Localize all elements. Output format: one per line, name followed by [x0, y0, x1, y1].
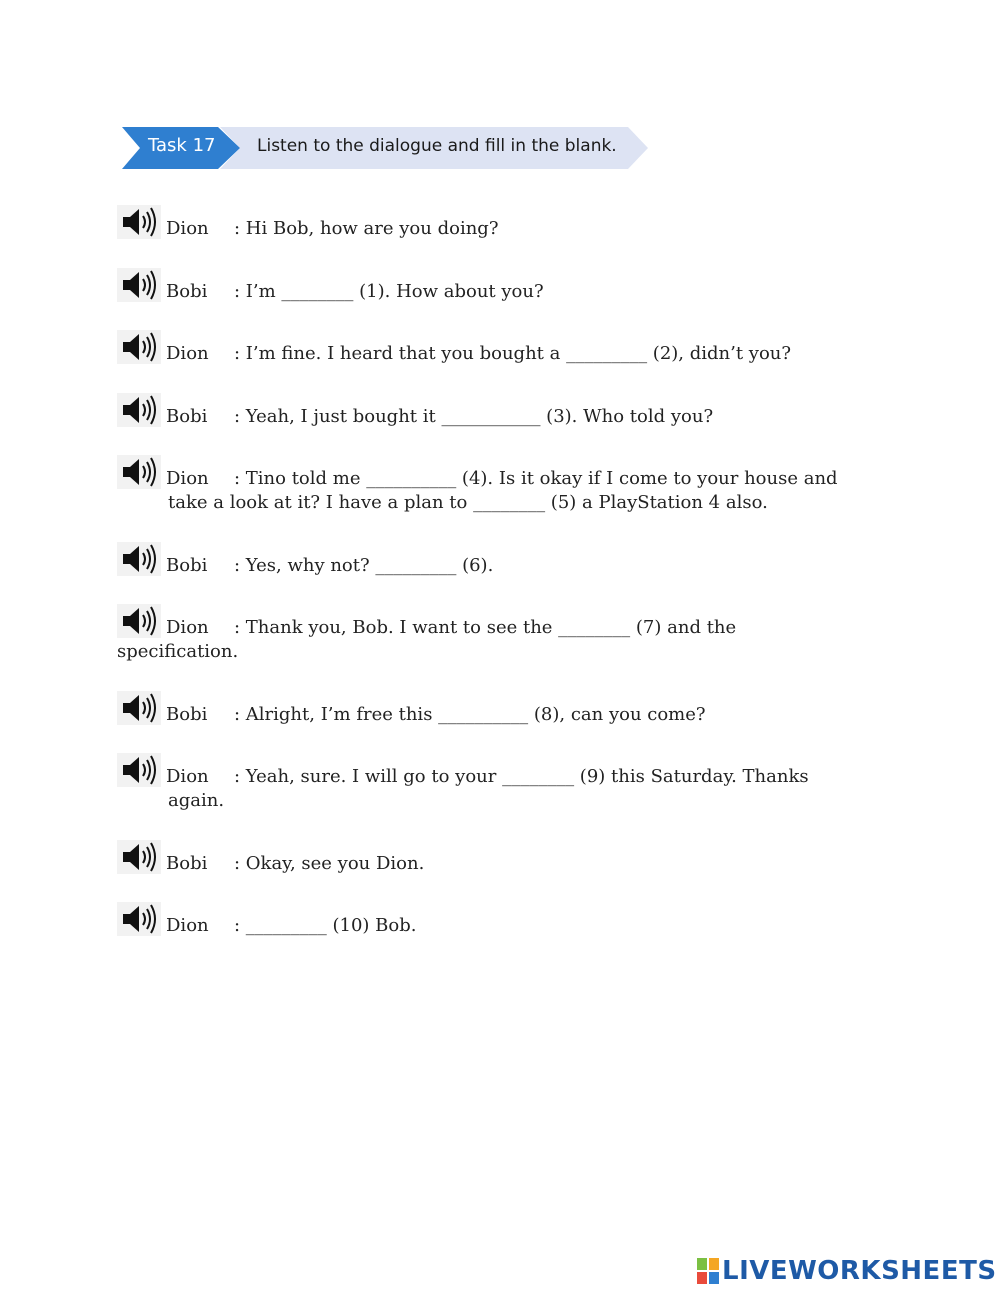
speaker-name: Dion	[166, 343, 209, 364]
speaker-name: Dion	[166, 218, 209, 239]
audio-play-icon[interactable]	[117, 691, 161, 725]
speaker-name: Dion	[166, 468, 209, 489]
audio-play-icon[interactable]	[117, 542, 161, 576]
speaker-name: Dion	[166, 766, 209, 787]
speaker-name: Bobi	[166, 704, 208, 725]
dialogue-line-continued: specification.	[117, 641, 239, 662]
dialogue-line: : Alright, I’m free this __________ (8), can you come?	[234, 704, 706, 725]
audio-play-icon[interactable]	[117, 840, 161, 874]
speaker-name: Bobi	[166, 406, 208, 427]
dialogue-line: : Yeah, sure. I will go to your ________ (9) this Saturday. Thanks	[234, 766, 809, 787]
speaker-name: Bobi	[166, 853, 208, 874]
audio-play-icon[interactable]	[117, 205, 161, 239]
speaker-name: Dion	[166, 617, 209, 638]
audio-play-icon[interactable]	[117, 455, 161, 489]
dialogue-line-continued: take a look at it? I have a plan to ________ (5) a PlayStation 4 also.	[168, 492, 768, 513]
audio-play-icon[interactable]	[117, 393, 161, 427]
speaker-name: Dion	[166, 915, 209, 936]
liveworksheets-logo	[697, 1256, 997, 1286]
dialogue-line: : Yes, why not? _________ (6).	[234, 555, 494, 576]
speaker-name: Bobi	[166, 555, 208, 576]
dialogue-line: : _________ (10) Bob.	[234, 915, 417, 936]
audio-play-icon[interactable]	[117, 268, 161, 302]
audio-play-icon[interactable]	[117, 604, 161, 638]
dialogue-line-continued: again.	[168, 790, 225, 811]
dialogue-line: : Okay, see you Dion.	[234, 853, 425, 874]
dialogue-line: : Thank you, Bob. I want to see the ________ (7) and the	[234, 617, 737, 638]
logo-badge-icon	[697, 1258, 719, 1284]
dialogue-line: : I’m ________ (1). How about you?	[234, 281, 544, 302]
dialogue-line: : Tino told me __________ (4). Is it okay if I come to your house and	[234, 468, 838, 489]
audio-play-icon[interactable]	[117, 330, 161, 364]
audio-play-icon[interactable]	[117, 902, 161, 936]
logo-text: LIVEWORKSHEETS	[722, 1256, 997, 1286]
dialogue-line: : Hi Bob, how are you doing?	[234, 218, 499, 239]
task-banner	[120, 125, 650, 171]
speaker-name: Bobi	[166, 281, 208, 302]
task-label: Task 17	[148, 135, 216, 156]
task-instruction: Listen to the dialogue and fill in the blank.	[257, 136, 617, 156]
dialogue-line: : Yeah, I just bought it ___________ (3). Who told you?	[234, 406, 714, 427]
dialogue-line: : I’m fine. I heard that you bought a _________ (2), didn’t you?	[234, 343, 792, 364]
audio-play-icon[interactable]	[117, 753, 161, 787]
